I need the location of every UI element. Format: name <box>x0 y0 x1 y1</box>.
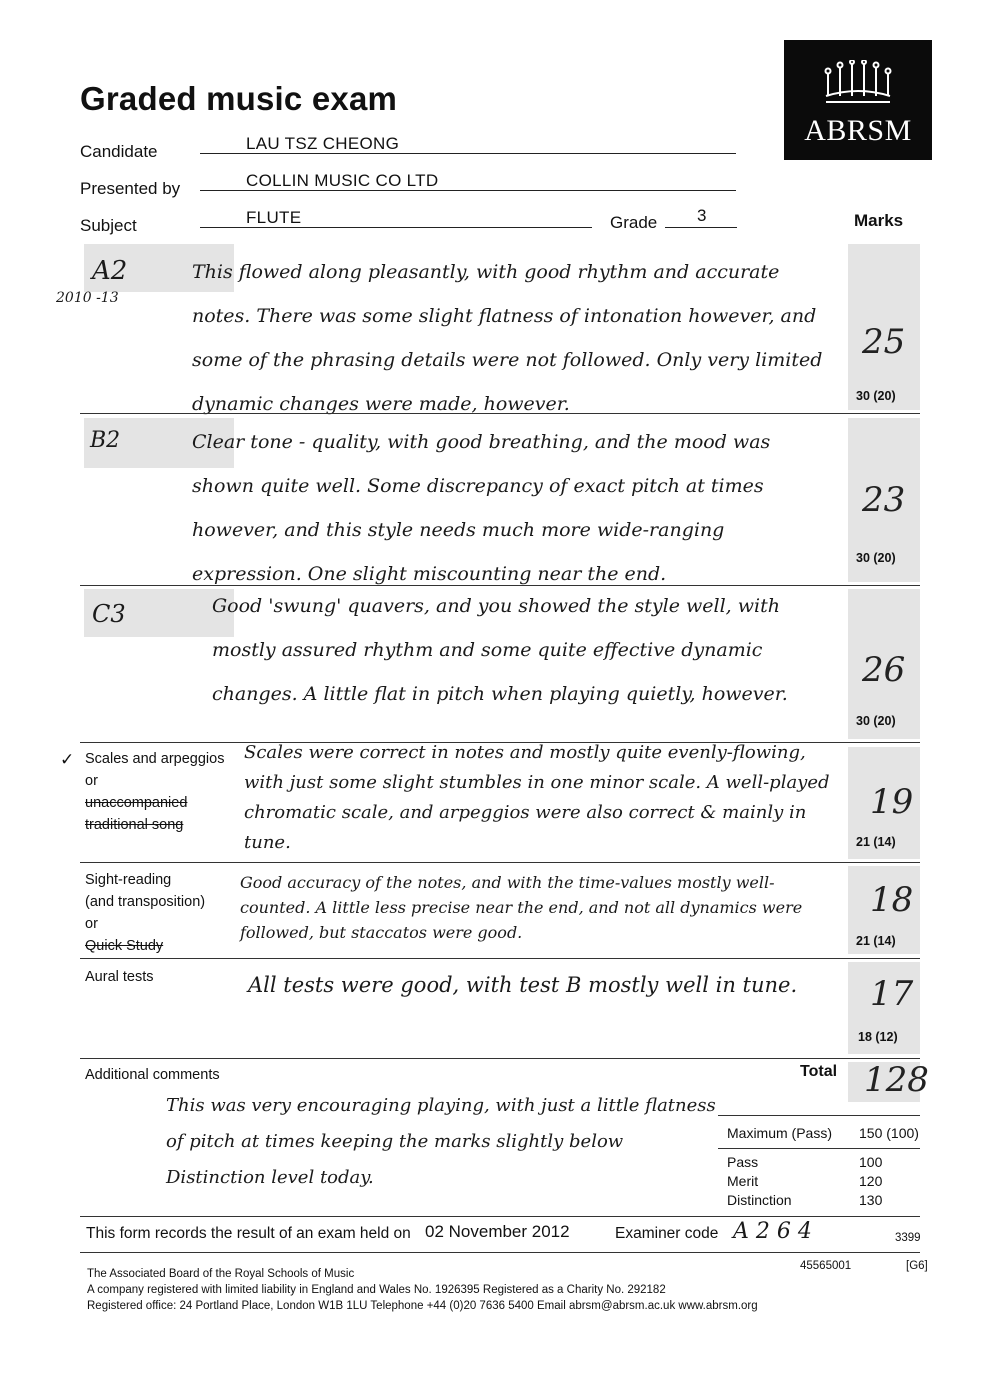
examiner-comment: Scales were correct in notes and mostly quite evenly-flowing, with just some slight stumbles in one minor scale. A well-played chromatic scale, and arpeggios were also correct & mainly in tune. <box>244 742 830 853</box>
office-line: Registered office: 24 Portland Place, London W1B 1LU Telephone +44 (0)20 7636 5400 Email abrsm@abrsm.ac.uk www.abrsm.org <box>87 1300 758 1312</box>
mark-value: 25 <box>862 322 906 362</box>
distinction-label: Distinction <box>727 1192 792 1208</box>
pass-label: Pass <box>727 1154 759 1170</box>
grade-value: 3 <box>697 206 707 225</box>
section-label-line: Scales and arpeggios <box>85 751 225 767</box>
total-label: Total <box>800 1063 838 1080</box>
mark-value: 17 <box>870 974 914 1014</box>
max-marks: 30 (20) <box>856 714 896 728</box>
result-text: This form records the result of an exam held on <box>86 1225 411 1242</box>
section-label-line: unaccompanied <box>85 795 188 811</box>
section-divider <box>80 958 920 959</box>
footer-rule <box>80 1252 920 1253</box>
examiner-comment: All tests were good, with test B mostly well in tune. <box>248 973 798 997</box>
presented-by-underline <box>200 190 736 191</box>
presented-by-label: Presented by <box>80 179 181 198</box>
merit-value: 120 <box>859 1173 883 1189</box>
pass-value: 100 <box>859 1154 883 1170</box>
mark-value: 19 <box>870 782 914 822</box>
section-label-line: Quick Study <box>85 938 164 954</box>
section-label-line: Sight-reading <box>85 872 172 888</box>
aural-tests-label <box>85 966 154 988</box>
section-note: 2010 -13 <box>56 290 119 306</box>
section-label: B2 <box>90 428 121 453</box>
exam-date: 02 November 2012 <box>425 1222 570 1241</box>
examiner-comment: Clear tone - quality, with good breathing, and the mood was shown quite well. Some discrepancy of exact pitch at times however, and this style needs much more wide-ranging expression. One slight miscounting near the end. <box>192 431 771 585</box>
subject-label: Subject <box>80 216 137 235</box>
grade-label: Grade <box>610 213 658 232</box>
examiner-comment: Good 'swung' quavers, and you showed the style well, with mostly assured rhythm and some quite effective dynamic changes. A little flat in pitch when playing quietly, however. <box>212 595 788 705</box>
section-label-line: traditional song <box>85 817 184 833</box>
marks-header: Marks <box>854 211 904 230</box>
max-marks: 21 (14) <box>856 835 896 849</box>
section-divider <box>80 1058 920 1059</box>
maximum-label: Maximum (Pass) <box>727 1125 833 1141</box>
examiner-comment: Good accuracy of the notes, and with the time-values mostly well-counted. A little less precise near the end, and not all dynamics were followed, but staccatos were good. <box>240 873 803 942</box>
org-line: The Associated Board of the Royal Schools of Music <box>87 1268 355 1280</box>
examiner-code: A 2 6 4 <box>733 1219 812 1244</box>
scales-label <box>85 748 224 836</box>
candidate-value: LAU TSZ CHEONG <box>246 134 400 153</box>
maximum-value: 150 (100) <box>859 1125 919 1141</box>
max-marks: 21 (14) <box>856 934 896 948</box>
section-label: C3 <box>92 600 126 628</box>
maximum-divider <box>718 1148 920 1149</box>
section-label: A2 <box>92 256 128 286</box>
abrsm-logo <box>784 40 932 160</box>
candidate-underline <box>200 153 736 154</box>
page-title: Graded music exam <box>80 80 398 117</box>
max-marks: 30 (20) <box>856 551 896 565</box>
footer-divider <box>80 1216 920 1217</box>
grade-underline <box>665 227 737 228</box>
examiner-code-label: Examiner code <box>615 1225 719 1242</box>
section-label-line: or <box>85 916 98 932</box>
sight-reading-label <box>85 869 205 957</box>
section-label-line: (and transposition) <box>85 894 206 910</box>
merit-label: Merit <box>727 1173 759 1189</box>
distinction-value: 130 <box>859 1192 883 1208</box>
ref-code: [G6] <box>906 1260 928 1272</box>
company-line: A company registered with limited liability in England and Wales No. 1926395 Registered as a Charity No. 292182 <box>87 1284 666 1296</box>
section-divider <box>80 413 920 414</box>
section-label-line: or <box>85 773 98 789</box>
section-divider <box>80 862 920 863</box>
ref-number: 45565001 <box>800 1260 852 1272</box>
mark-value: 26 <box>862 650 906 690</box>
total-divider <box>718 1115 920 1116</box>
check-mark-icon: ✓ <box>60 750 75 769</box>
mark-value: 23 <box>862 480 906 520</box>
max-marks: 18 (12) <box>858 1030 898 1044</box>
max-marks: 30 (20) <box>856 389 896 403</box>
form-number: 3399 <box>895 1232 921 1244</box>
subject-value: FLUTE <box>246 208 302 227</box>
crown-icon <box>822 60 894 108</box>
section-label-line: Aural tests <box>85 969 154 985</box>
logo-wordmark: ABRSM <box>804 114 912 147</box>
additional-comments-label: Additional comments <box>85 1067 220 1083</box>
mark-value: 18 <box>870 880 914 920</box>
presented-by-value: COLLIN MUSIC CO LTD <box>246 171 439 190</box>
subject-underline <box>200 227 592 228</box>
examiner-comment: This flowed along pleasantly, with good rhythm and accurate notes. There was some slight flatness of intonation however, and some of the phrasing details were not followed. Only very limited dynamic changes were made, however. <box>192 261 823 415</box>
candidate-label: Candidate <box>80 142 158 161</box>
additional-comment-text: This was very encouraging playing, with just a little flatness of pitch at times keeping the marks slightly below Distinction level today. <box>166 1095 716 1188</box>
total-value: 128 <box>864 1060 929 1100</box>
